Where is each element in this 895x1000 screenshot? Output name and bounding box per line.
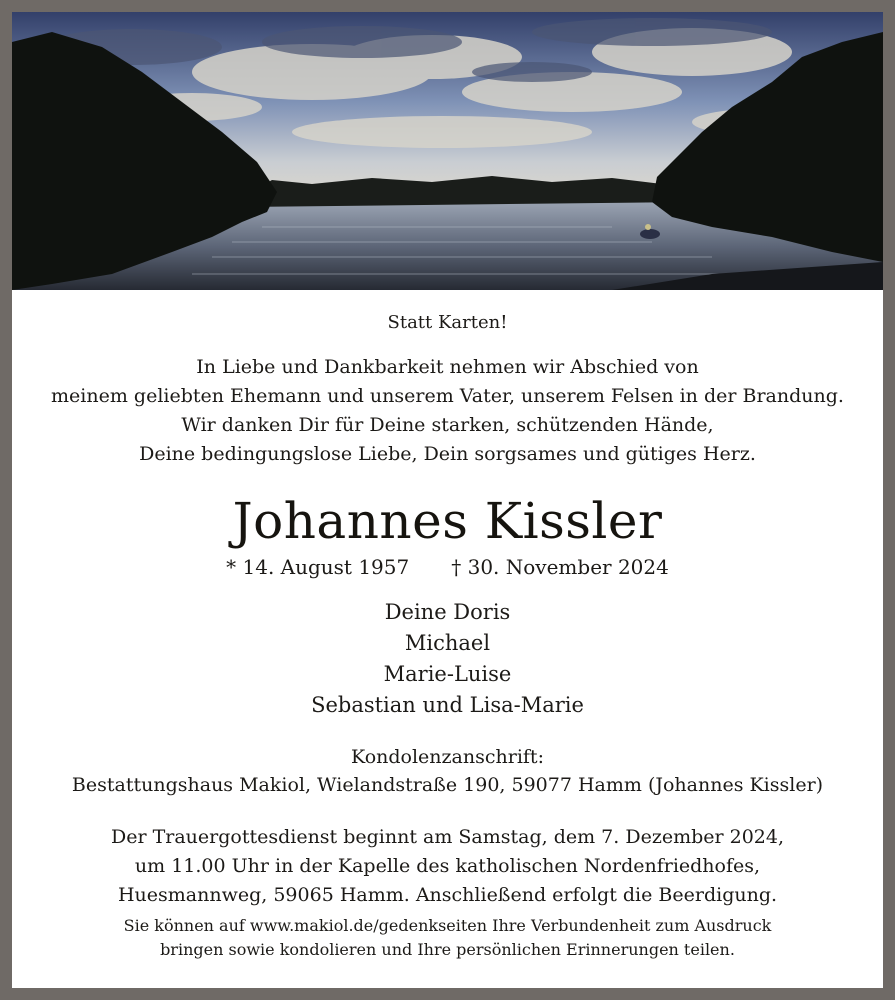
headline: Statt Karten! [387, 312, 508, 333]
death-date: † 30. November 2024 [451, 555, 669, 579]
condolence-block [12, 743, 883, 799]
birth-date: * 14. August 1957 [226, 555, 410, 579]
obituary-card [12, 12, 883, 988]
intro-paragraph [12, 353, 883, 469]
life-dates [12, 553, 883, 581]
lake-landscape-photo [12, 12, 883, 290]
family-member: Deine Doris [384, 600, 511, 624]
service-line: um 11.00 Uhr in der Kapelle des katholischen Nordenfriedhofes, [134, 855, 761, 877]
family-member: Michael [404, 631, 491, 655]
service-line: Huesmannweg, 59065 Hamm. Anschließend erfolgt die Beerdigung. [117, 884, 778, 906]
intro-line: Wir danken Dir für Deine starken, schützenden Hände, [181, 414, 714, 436]
note-line: Sie können auf www.makiol.de/gedenkseiten Ihre Verbundenheit zum Ausdruck [123, 916, 772, 935]
intro-line: Deine bedingungslose Liebe, Dein sorgsames und gütiges Herz. [139, 443, 756, 465]
family-list [12, 597, 883, 721]
memorial-note [12, 914, 883, 962]
service-line: Der Trauergottesdienst beginnt am Samstag, dem 7. Dezember 2024, [110, 826, 785, 848]
family-member: Marie-Luise [383, 662, 512, 686]
intro-line: In Liebe und Dankbarkeit nehmen wir Abschied von [196, 356, 699, 378]
family-member: Sebastian und Lisa-Marie [311, 693, 584, 717]
deceased-name: Johannes Kissler [232, 492, 663, 550]
condolence-label: Kondolenzanschrift: [351, 746, 544, 768]
obituary-text [12, 290, 883, 962]
service-info [12, 823, 883, 910]
intro-line: meinem geliebten Ehemann und unserem Vater, unserem Felsen in der Brandung. [51, 385, 844, 407]
note-line: bringen sowie kondolieren und Ihre persönlichen Erinnerungen teilen. [160, 940, 735, 959]
condolence-address: Bestattungshaus Makiol, Wielandstraße 190, 59077 Hamm (Johannes Kissler) [71, 774, 824, 796]
